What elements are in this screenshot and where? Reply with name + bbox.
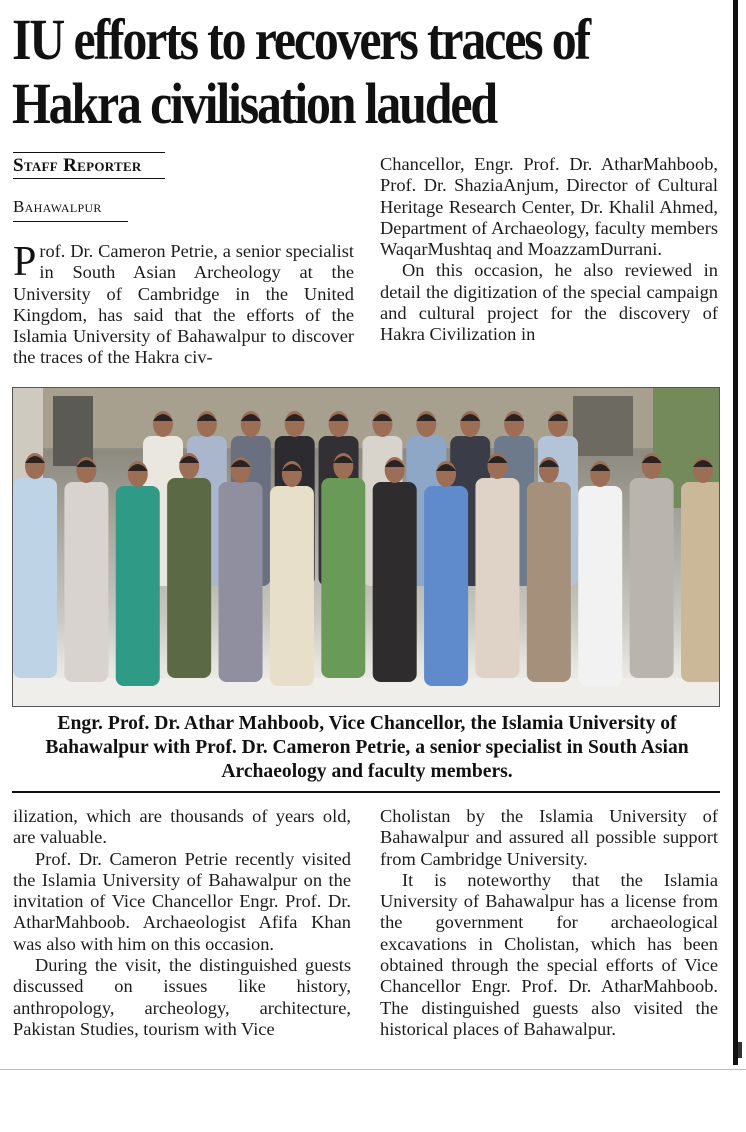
page-edge-rule [733, 0, 738, 1065]
person-figure [578, 461, 622, 686]
drop-cap: P [13, 239, 37, 285]
person-figure [167, 453, 211, 678]
col3-paragraph-3: During the visit, the distinguished guests discussed on issues like history, anthropology, archeology, architecture, Pakistan Studies, tourism with Vice [13, 955, 351, 1039]
col1-paragraph-1: rof. Dr. Cameron Petrie, a senior specialist in South Asian Archeology at the University of Cambridge in the United Kingdom, has said that the efforts of the Islamia University of Bahawalpur to discover the traces of the Hakra civ- [13, 241, 354, 368]
photo-caption: Engr. Prof. Dr. Athar Mahboob, Vice Chancellor, the Islamia University of Bahawalpur with Prof. Dr. Cameron Petrie, a senior specialist in South Asian Archaeology and faculty members. [45, 713, 689, 782]
person-body [681, 482, 719, 682]
person-body [475, 478, 519, 678]
person-figure [270, 461, 314, 686]
col2-paragraph-1: Chancellor, Engr. Prof. Dr. AtharMahboob, Prof. Dr. ShaziaAnjum, Director of Cultural Heritage Research Center, Dr. Khalil Ahmed, Department of Archaeology, faculty members WaqarMushtaq and MoazzamDurrani. [380, 154, 718, 260]
person-figure [321, 453, 365, 678]
person-figure [13, 453, 57, 678]
person-body [219, 482, 263, 682]
group-photo [12, 387, 720, 707]
person-body [167, 478, 211, 678]
person-figure [630, 453, 674, 678]
col4-paragraph-2: It is noteworthy that the Islamia University of Bahawalpur has a license from the government for archaeological excavations in Cholistan, which has been obtained through the special efforts of Vice Chancellor Engr. Prof. Dr. AtharMahboob. The distinguished guests also visited the historical places of Bahawalpur. [380, 869, 718, 1039]
article-column-1 [13, 241, 354, 369]
photo-window-left [53, 396, 93, 466]
person-figure [373, 457, 417, 682]
headline-line-1: IU efforts to recovers traces of [12, 7, 590, 72]
article-column-4 [380, 806, 718, 1040]
person-body [13, 478, 57, 678]
person-figure [219, 457, 263, 682]
person-body [424, 486, 468, 686]
person-figure [681, 457, 719, 682]
col2-paragraph-2: On this occasion, he also reviewed in detail the digitization of the special campaign and cultural project for the discovery of Hakra Civilization in [380, 260, 718, 345]
dateline: Bahawalpur [13, 197, 128, 222]
person-body [116, 486, 160, 686]
article-column-3 [13, 806, 351, 1040]
col3-paragraph-2: Prof. Dr. Cameron Petrie recently visited the Islamia University of Bahawalpur on the invitation of Vice Chancellor Engr. Prof. Dr. AtharMahboob. Archaeologist Afifa Khan was also with him on this occasion. [13, 848, 351, 954]
person-figure [424, 461, 468, 686]
person-figure [527, 457, 571, 682]
headline [12, 8, 627, 136]
person-figure [475, 453, 519, 678]
person-figure [64, 457, 108, 682]
page-bottom-edge [0, 1069, 746, 1070]
person-body [527, 482, 571, 682]
page-edge-mark [738, 1042, 742, 1058]
photo-window-right [573, 396, 633, 456]
person-body [64, 482, 108, 682]
col3-paragraph-1: ilization, which are thousands of years old, are valuable. [13, 806, 351, 848]
person-body [373, 482, 417, 682]
person-body [630, 478, 674, 678]
byline: Staff Reporter [13, 152, 165, 179]
article-column-2 [380, 154, 718, 346]
headline-line-2: Hakra civilisation lauded [12, 71, 496, 136]
group-photo-illustration [13, 388, 719, 706]
col4-paragraph-1: Cholistan by the Islamia University of Bahawalpur and assured all possible support from Cambridge University. [380, 806, 718, 869]
person-figure [116, 461, 160, 686]
person-body [270, 486, 314, 686]
caption-divider [12, 791, 720, 793]
person-body [321, 478, 365, 678]
person-body [578, 486, 622, 686]
